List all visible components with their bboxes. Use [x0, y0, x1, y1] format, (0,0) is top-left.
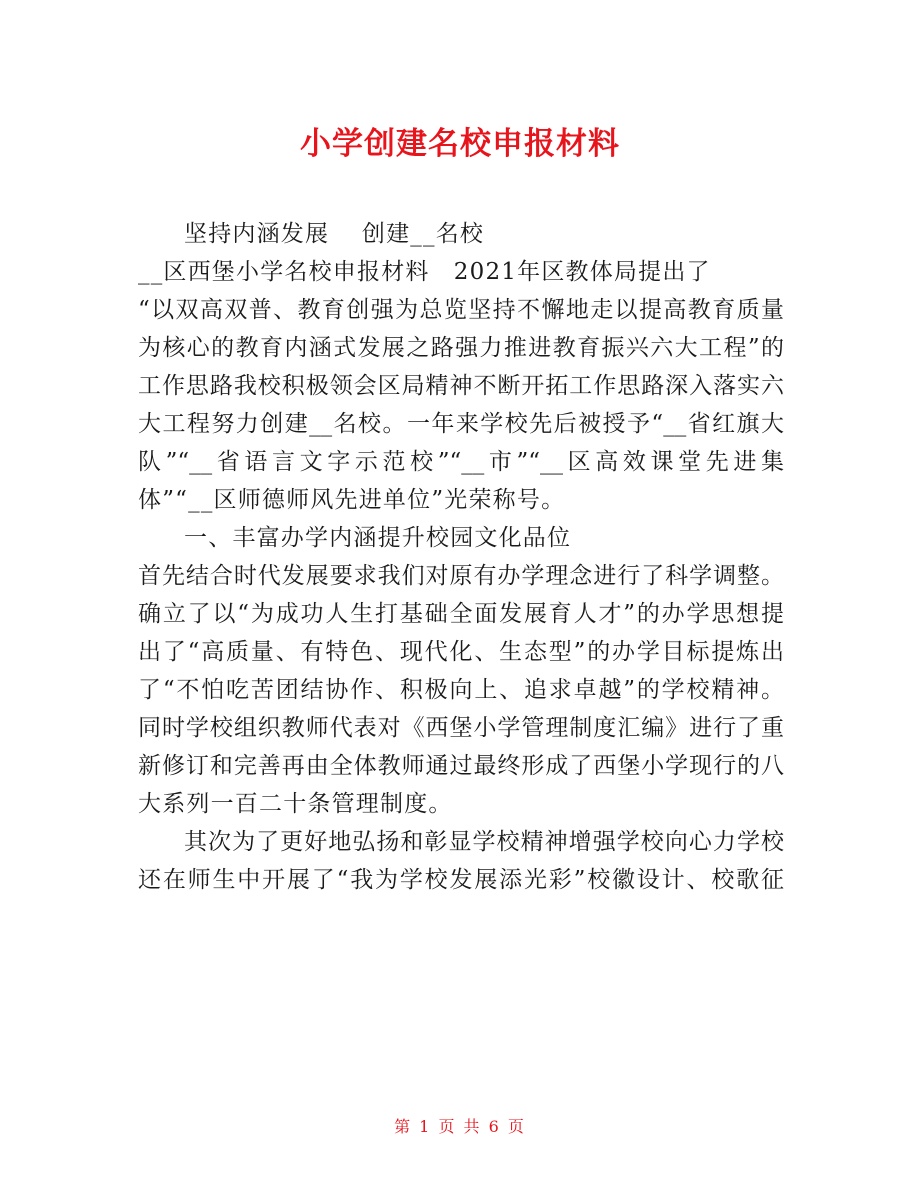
body-line: __区西堡小学名校申报材料 2021年区教体局提出了 — [138, 259, 711, 285]
body-line: 首先结合时代发展要求我们对原有办学理念进行了科学调整。 — [138, 563, 784, 589]
body-line: 工作思路我校积极领会区局精神不断开拓工作思路深入落实六 — [138, 373, 784, 399]
body-line: 确立了以“为成功人生打基础全面发展育人才”的办学思想提 — [138, 601, 784, 627]
body-line: 大系列一百二十条管理制度。 — [138, 791, 453, 817]
body-line: 还在师生中开展了“我为学校发展添光彩”校徽设计、校歌征 — [138, 867, 784, 893]
body-line: 同时学校组织教师代表对《西堡小学管理制度汇编》进行了重 — [138, 715, 784, 741]
body-line: 大工程努力创建__名校。一年来学校先后被授予“__省红旗大 — [138, 411, 784, 437]
section-heading: 一、丰富办学内涵提升校园文化品位 — [184, 525, 572, 551]
body-line: 出了“高质量、有特色、现代化、生态型”的办学目标提炼出 — [138, 639, 784, 665]
body-line: “以双高双普、教育创强为总览坚持不懈地走以提高教育质量 — [138, 297, 784, 323]
body-line: 其次为了更好地弘扬和彰显学校精神增强学校向心力学校 — [184, 829, 784, 855]
body-line: 队”“__省语言文字示范校”“__市”“__区高效课堂先进集 — [138, 449, 784, 475]
document-title: 小学创建名校申报材料 — [300, 126, 620, 162]
body-line: 了“不怕吃苦团结协作、积极向上、追求卓越”的学校精神。 — [138, 677, 784, 703]
body-line: 为核心的教育内涵式发展之路强力推进教育振兴六大工程”的 — [138, 335, 784, 361]
body-line: 坚持内涵发展 创建__名校 — [184, 221, 485, 247]
body-line: 体”“__区师德师风先进单位”光荣称号。 — [138, 487, 566, 513]
document-body — [138, 215, 784, 899]
body-line: 新修订和完善再由全体教师通过最终形成了西堡小学现行的八 — [138, 753, 784, 779]
page-number: 第 1 页 共 6 页 — [394, 1117, 526, 1136]
